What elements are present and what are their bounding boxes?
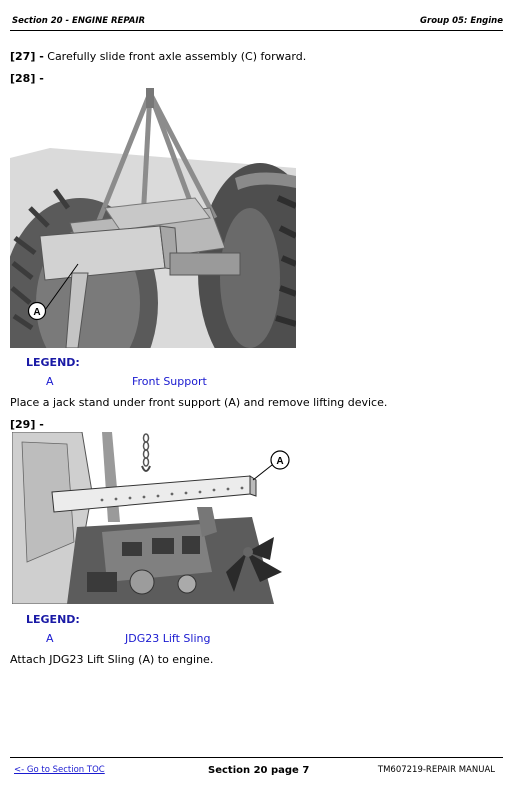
callout-a: A xyxy=(276,456,284,467)
footer-divider xyxy=(10,757,503,758)
instruction-text: Place a jack stand under front support (A) and remove lifting device. xyxy=(10,396,388,409)
step-number: [29] - xyxy=(10,418,44,431)
legend-title: LEGEND: xyxy=(26,356,80,369)
lift-sling-illustration xyxy=(12,432,296,604)
instruction-text: Attach JDG23 Lift Sling (A) to engine. xyxy=(10,653,214,666)
step-28 xyxy=(10,72,44,85)
step-number: [27] - xyxy=(10,50,44,63)
group-title: Group 05: Engine xyxy=(420,16,503,26)
page-header xyxy=(12,16,503,30)
callout-a: A xyxy=(33,307,41,318)
step-27 xyxy=(10,50,306,63)
legend-value: Front Support xyxy=(132,375,207,388)
front-support-illustration xyxy=(10,88,296,348)
legend-title: LEGEND: xyxy=(26,613,80,626)
legend-value: JDG23 Lift Sling xyxy=(125,632,211,645)
section-title: Section 20 - ENGINE REPAIR xyxy=(12,16,146,26)
page-number: Section 20 page 7 xyxy=(208,765,310,776)
step-number: [28] - xyxy=(10,72,44,85)
header-divider xyxy=(10,30,503,31)
legend-key: A xyxy=(46,375,54,388)
toc-link[interactable]: <- Go to Section TOC xyxy=(14,765,105,775)
step-29 xyxy=(10,418,44,431)
manual-id: TM607219-REPAIR MANUAL xyxy=(377,765,495,775)
legend-key: A xyxy=(46,632,54,645)
step-text: Carefully slide front axle assembly (C) forward. xyxy=(47,50,307,63)
